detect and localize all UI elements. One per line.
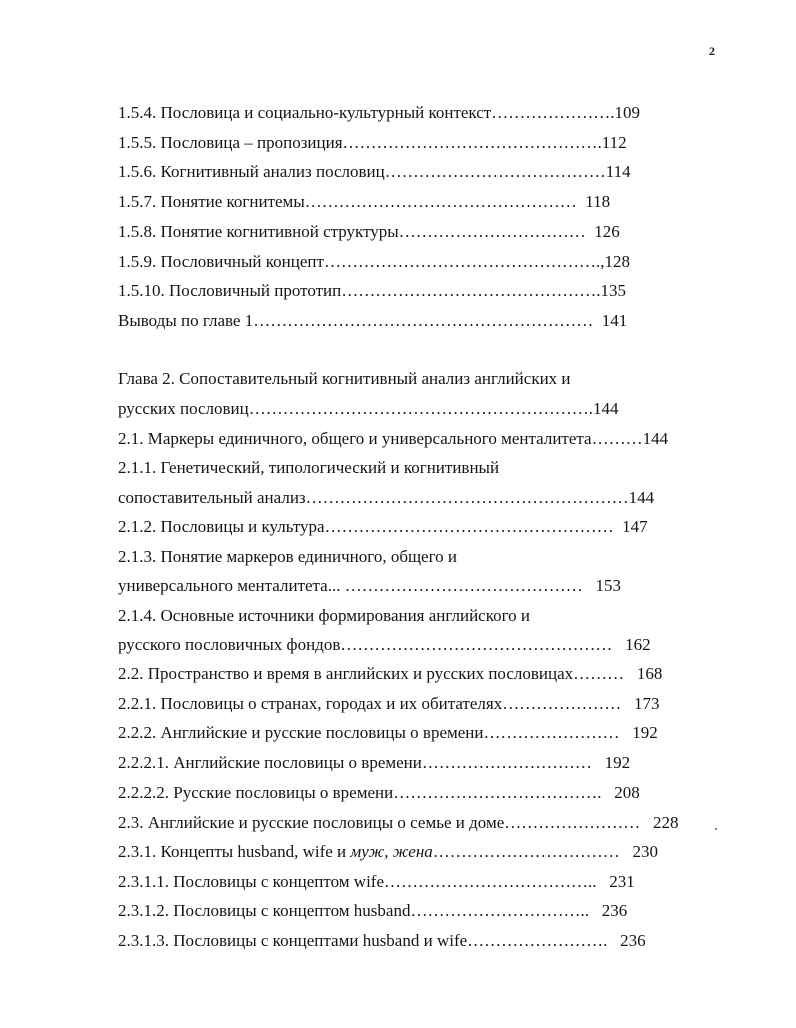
toc-title: 1.5.10. Пословичный прототип [118,281,342,300]
toc-page-number: 114 [605,162,631,181]
toc-line [118,899,627,923]
toc-title: 2.2.2.2. Русские пословицы о времени [118,783,394,802]
toc-title: универсального менталитета [118,576,328,595]
toc-title: 2.3.1.3. Пословицы с концептами husband и wife [118,931,468,950]
toc-title-italic: муж, жена [350,842,433,861]
toc-page-number: 109 [614,103,640,122]
toc-page-number: 230 [632,842,659,861]
toc-leader: ………………………….. [410,901,602,920]
toc-title: 1.5.8. Понятие когнитивной структуры [118,222,399,241]
toc-leader: ……… [591,429,643,448]
toc-leader: …………………………………………., [323,252,605,271]
toc-leader: …………………… [483,723,633,742]
toc-line [118,279,626,303]
toc-leader: ………………………………………. [341,281,601,300]
toc-title: русского пословичных фондов [118,635,341,654]
toc-page-number: 228 [653,813,679,832]
toc-title: 2.1.2. Пословицы и культура [118,517,325,536]
toc-line [118,811,679,835]
toc-title: 2.3.1.2. Пословицы с концептом husband [118,901,411,920]
toc-page-number: 126 [594,222,620,241]
toc-title: 2.1.3. Понятие маркеров единичного, общего и [118,547,458,566]
toc-line [118,574,621,598]
toc-leader: ………………………………………. [342,133,602,152]
toc-line [118,604,530,628]
toc-line [118,751,630,775]
toc-line [118,367,571,391]
toc-line [118,250,630,274]
toc-line [118,545,457,569]
toc-page-number: 208 [614,783,640,802]
toc-leader: ………………………………………………… [305,488,629,507]
toc-page-number: 112 [601,133,627,152]
toc-title: 2.3.1. Концепты husband, wife и [118,842,351,861]
toc-line [118,840,658,864]
toc-line [118,781,640,805]
toc-page-number: 118 [585,192,611,211]
toc-leader: ………………………………………… [304,192,586,211]
toc-leader: ……………………………….. [384,872,610,891]
scan-speck [715,828,717,830]
toc-title: 2.2.1. Пословицы о странах, городах и их обитателях [118,694,503,713]
toc-page-number: 141 [601,311,628,330]
toc-page-number: 147 [622,517,648,536]
toc-line [118,131,627,155]
toc-line [118,692,659,716]
toc-leader: ……………………. [467,931,621,950]
toc-page-number: 144 [642,429,669,448]
toc-line [118,427,668,451]
toc-line [118,309,627,333]
toc-leader: …………………………… [398,222,595,241]
toc-page-number: 192 [632,723,658,742]
toc-title: 2.1.4. Основные источники формирования английского и [118,606,531,625]
toc-leader: …………………………………………………… [253,311,602,330]
toc-leader: ………………………………. [393,783,615,802]
toc-page-number: 236 [620,931,646,950]
toc-title: 1.5.4. Пословица и социально-культурный контекст [118,103,492,122]
toc-page-number: 173 [633,694,660,713]
toc-leader: ………………………………… [384,162,606,181]
toc-title: сопоставительный анализ [118,488,306,507]
toc-leader: …………………… [504,813,654,832]
toc-page-number: 128 [604,252,630,271]
toc-title: 2.3. Английские и русские пословицы о семье и доме [118,813,505,832]
toc-leader: ... …………………………………… [327,576,596,595]
toc-line [118,220,620,244]
toc-page-number: 144 [593,399,619,418]
toc-title: 1.5.6. Когнитивный анализ пословиц [118,162,385,181]
toc-line [118,101,640,125]
toc-page-number: 135 [600,281,626,300]
toc-leader: ………………… [502,694,634,713]
toc-leader: ……… [573,664,637,683]
toc-page-number: 236 [601,901,628,920]
toc-title: 2.2. Пространство и время в английских и русских пословицах [118,664,574,683]
toc-leader: …………………………………………… [324,517,623,536]
toc-line [118,870,635,894]
toc-page-number: 144 [628,488,655,507]
toc-title: Выводы по главе 1 [118,311,254,330]
toc-title: 2.3.1.1. Пословицы с концептом wife [118,872,384,891]
toc-line [118,456,499,480]
toc-line [118,515,648,539]
toc-leader: ………………………… [421,753,605,772]
toc-leader: …………………. [491,103,615,122]
toc-title: 1.5.9. Пословичный концепт [118,252,324,271]
toc-title: 2.2.2.1. Английские пословицы о времени [118,753,422,772]
toc-line [118,721,658,745]
toc-line [118,190,610,214]
toc-page-number: 153 [595,576,621,595]
toc-title: Глава 2. Сопоставительный когнитивный анализ английских и [118,369,571,388]
toc-page-number: 192 [604,753,631,772]
toc-line [118,160,631,184]
toc-line [118,929,646,953]
page-number: 2 [709,44,715,58]
toc-title: 2.1.1. Генетический, типологический и когнитивный [118,458,500,477]
toc-leader: …………………………… [432,842,633,861]
toc-title: 2.2.2. Английские и русские пословицы о времени [118,723,484,742]
toc-leader: ……………………………………………………. [248,399,593,418]
toc-page-number: 231 [609,872,635,891]
toc-line [118,397,619,421]
toc-title: 1.5.5. Пословица – пропозиция [118,133,343,152]
toc-line [118,486,654,510]
toc-title: 2.1. Маркеры единичного, общего и универсального менталитета [118,429,592,448]
toc-leader: ………………………………………… [340,635,626,654]
toc-page-number: 162 [625,635,651,654]
toc-title: русских пословиц [118,399,249,418]
toc-line [118,633,651,657]
toc-line [118,662,662,686]
toc-page-number: 168 [636,664,663,683]
toc-title: 1.5.7. Понятие когнитемы [118,192,305,211]
